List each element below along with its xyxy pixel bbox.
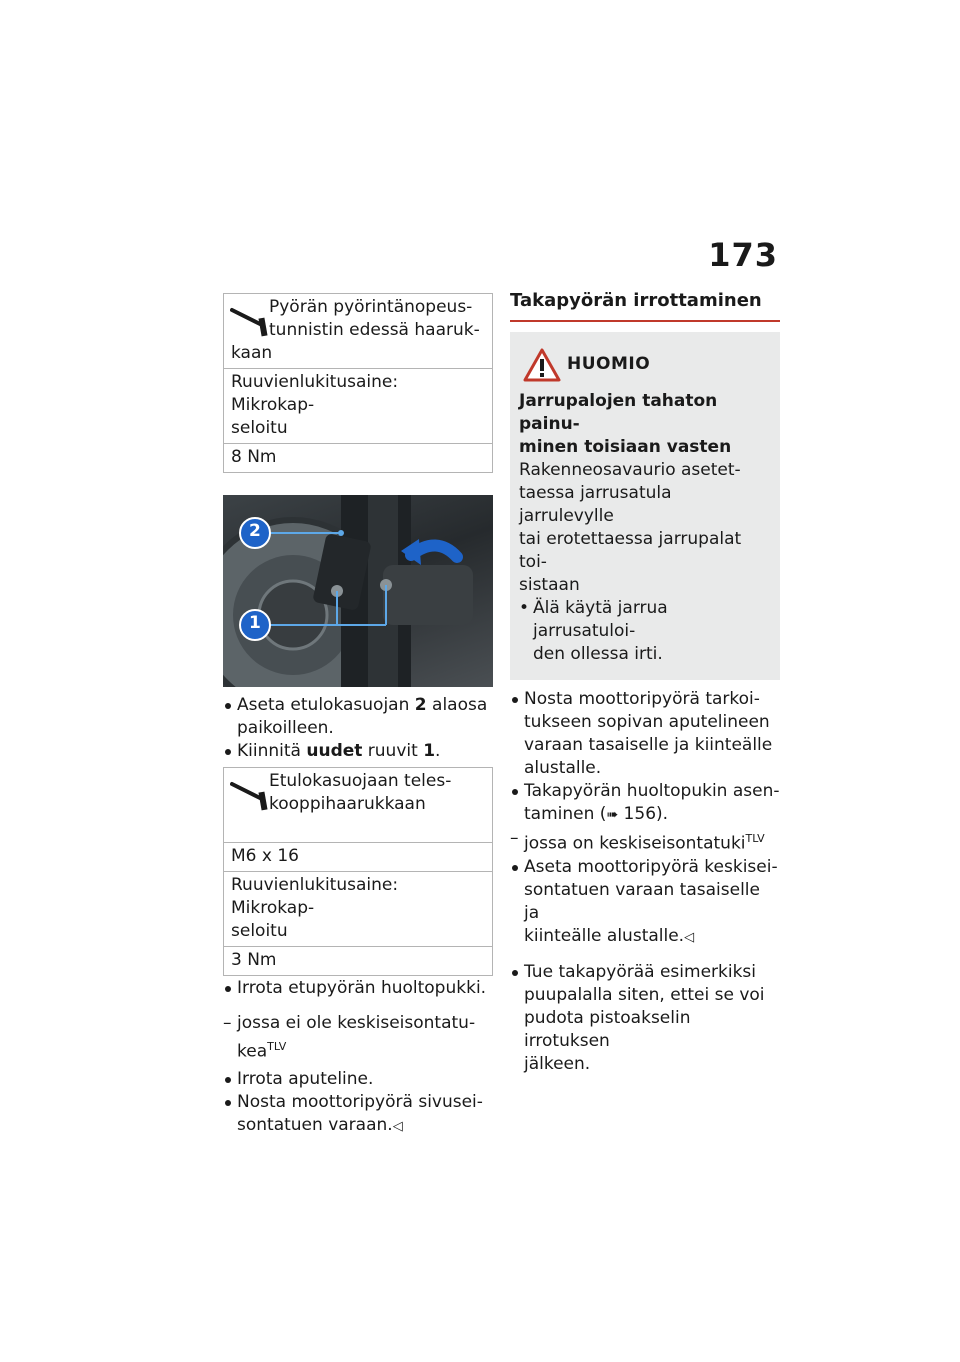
step-list-2	[223, 977, 493, 1000]
list-item: Nosta moottoripyörä sivusei- sontatuen varaan.◁	[223, 1091, 493, 1138]
right-column	[510, 290, 780, 1076]
spec-title-line: kaan	[231, 343, 273, 363]
list-item: Irrota aputeline.	[223, 1068, 493, 1091]
torque-spec-table-2	[223, 767, 493, 976]
callout-2: 2	[249, 521, 261, 541]
fork-photo	[223, 495, 493, 687]
list-item: Irrota etupyörän huoltopukki.	[223, 977, 493, 1000]
section-title: Takapyörän irrottaminen	[510, 290, 780, 322]
spec-title-line: Pyörän pyörintänopeus-	[269, 297, 473, 317]
condition-item: – jossa ei ole keskiseisontatu- kea$^{TLV}$	[223, 1013, 476, 1062]
step-list-right-1	[510, 688, 780, 949]
end-mark-icon: ◁	[684, 929, 695, 945]
list-item: Takapyörän huoltopukin asen- taminen (➠ 156).	[510, 780, 780, 827]
end-mark-icon: ◁	[392, 1118, 403, 1134]
torque-spec-table-1	[223, 293, 493, 473]
wrench-icon	[230, 304, 272, 338]
spec-header: Etulokasuojaan teles- kooppihaarukkaan	[224, 768, 493, 843]
spec-torque: 8 Nm	[224, 444, 493, 473]
notice-bullet: • Älä käytä jarrua jarrusatuloi- den ollessa irti.	[519, 598, 668, 664]
spec-compound: Ruuvienlukitusaine: Mikrokap- seloitu	[224, 872, 493, 947]
spec-compound: Ruuvienlukitusaine: Mikrokap- seloitu	[224, 369, 493, 444]
notice-body: Rakenneosavaurio asetet- taessa jarrusatula jarrulevylle tai erotettaessa jarrupalat toi- sistaan	[519, 460, 742, 595]
notice-label: HUOMIO	[567, 354, 651, 374]
warning-icon	[523, 348, 561, 382]
arrow-ref-icon: ➠	[606, 807, 619, 823]
left-column	[223, 293, 493, 1138]
wrench-icon	[230, 778, 272, 812]
fork-illustration	[223, 495, 493, 687]
step-list-3	[223, 1068, 493, 1138]
condition-list	[223, 1012, 493, 1064]
list-item: Aseta etulokasuojan 2 alaosa paikoilleen.	[223, 694, 493, 740]
notice-header	[519, 348, 770, 386]
spec-title-line: tunnistin edessä haaruk-	[269, 320, 480, 340]
page-number: 173	[708, 236, 778, 274]
list-item: Kiinnitä uudet ruuvit 1.	[223, 740, 493, 763]
list-item: Aseta moottoripyörä keskisei- sontatuen varaan tasaiselle ja kiinteälle alustalle.◁	[510, 856, 780, 949]
list-item: Tue takapyörää esimerkiksi puupalalla siten, ettei se voi pudota pistoakselin irrotuksen jälkeen.	[510, 961, 780, 1076]
list-item: Nosta moottoripyörä tarkoi- tukseen sopivan aputelineen varaan tasaiselle ja kiinteälle alustalle.	[510, 688, 780, 780]
condition-item: – jossa on keskiseisontatuki$^{TLV}$	[510, 828, 765, 854]
step-list-right-2	[510, 961, 780, 1076]
spec-size: M6 x 16	[224, 843, 493, 872]
spec-header	[224, 294, 493, 369]
notice-title: Jarrupalojen tahaton painu- minen toisiaan vasten	[519, 391, 732, 457]
notice-box	[510, 332, 780, 680]
callout-1: 1	[249, 613, 261, 633]
step-list-1	[223, 694, 493, 763]
spec-torque: 3 Nm	[224, 947, 493, 976]
